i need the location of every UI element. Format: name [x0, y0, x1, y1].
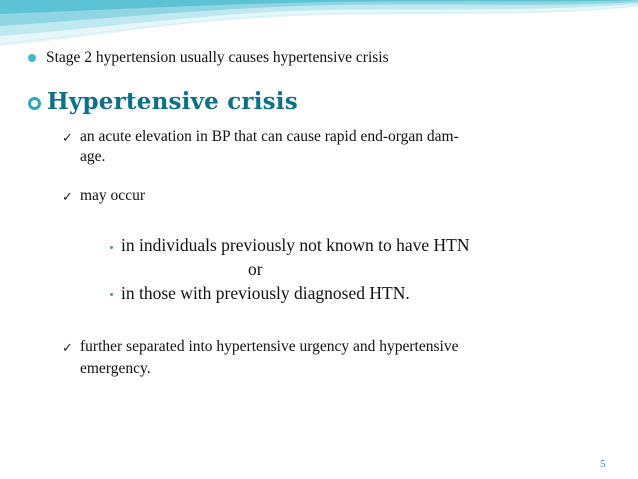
checkmark-icon: ✓ — [62, 190, 73, 205]
check-item-2: may occur — [80, 187, 145, 204]
check-item-1-line-2: age. — [80, 148, 106, 165]
check-item-3-line-1: further separated into hypertensive urgency and hypertensive — [80, 338, 459, 355]
sub-item-2: in those with previously diagnosed HTN. — [121, 283, 410, 303]
sub-bullet-dot-icon — [110, 293, 113, 296]
check-item-1-line-1: an acute elevation in BP that can cause rapid end-organ dam- — [80, 128, 459, 145]
checkmark-icon: ✓ — [62, 131, 73, 146]
bullet-dot-icon — [28, 54, 36, 62]
section-heading: Hypertensive crisis — [47, 88, 298, 115]
check-item-3-line-2: emergency. — [80, 360, 151, 377]
checkmark-icon: ✓ — [62, 341, 73, 356]
sub-bullet-dot-icon — [110, 246, 113, 249]
heading-ring-bullet-icon — [28, 97, 41, 110]
sub-item-1: in individuals previously not known to have HTN — [121, 235, 470, 255]
page-number: 5 — [600, 458, 606, 470]
or-connector: or — [248, 259, 263, 279]
bullet-text-stage2: Stage 2 hypertension usually causes hypertensive crisis — [46, 49, 389, 66]
